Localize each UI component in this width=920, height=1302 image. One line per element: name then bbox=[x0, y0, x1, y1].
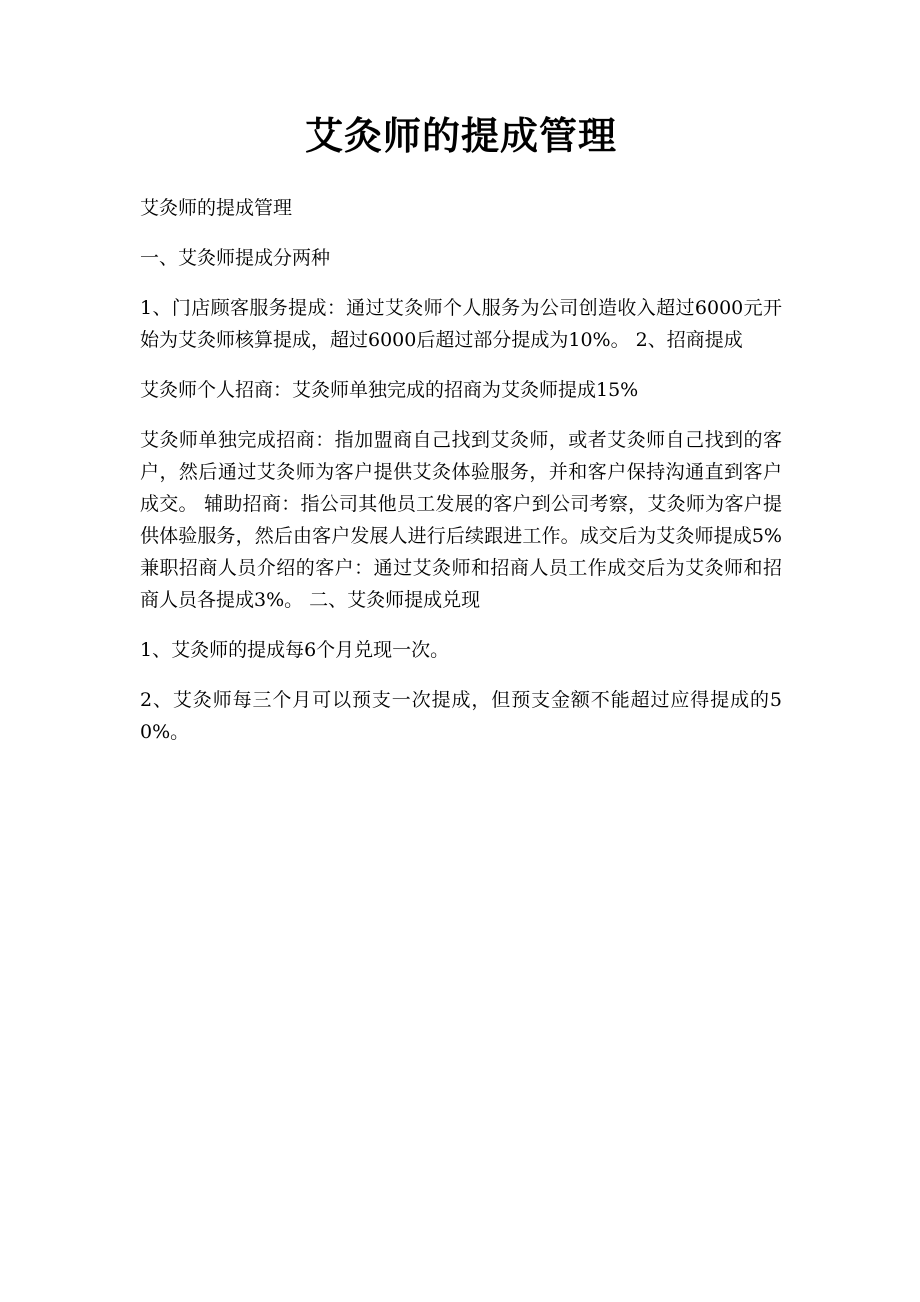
paragraph-personal-recruitment: 艾灸师个人招商：艾灸师单独完成的招商为艾灸师提成15% bbox=[140, 379, 639, 401]
document-title: 艾灸师的提成管理 bbox=[304, 113, 617, 158]
paragraph-section-one-heading: 一、艾灸师提成分两种 bbox=[140, 247, 331, 269]
paragraph-store-service-commission: 1、门店顾客服务提成：通过艾灸师个人服务为公司创造收入超过6000元开始为艾灸师核算提成，超过6000后超过部分提成为10%。 2、招商提成 bbox=[140, 297, 782, 351]
paragraph-recruitment-details: 艾灸师单独完成招商：指加盟商自己找到艾灸师，或者艾灸师自己找到的客户，然后通过艾灸师为客户提供艾灸体验服务，并和客户保持沟通直到客户成交。 辅助招商：指公司其他员工发展的客户到公司考察，艾灸师为客户提供体验服务，然后由客户发展人进行后续跟进工作。成交后为艾灸师提成5% 兼职招商人员介绍的客户：通过艾灸师和招商人员工作成交后为艾灸师和招商人员各提成3%。 二、艾灸师提成兑现 bbox=[140, 429, 782, 611]
paragraph-subtitle: 艾灸师的提成管理 bbox=[140, 197, 293, 219]
document-body bbox=[140, 192, 782, 748]
paragraph-payout-rule-1: 1、艾灸师的提成每6个月兑现一次。 bbox=[140, 639, 450, 661]
paragraph-payout-rule-2: 2、艾灸师每三个月可以预支一次提成，但预支金额不能超过应得提成的50%。 bbox=[140, 689, 782, 743]
